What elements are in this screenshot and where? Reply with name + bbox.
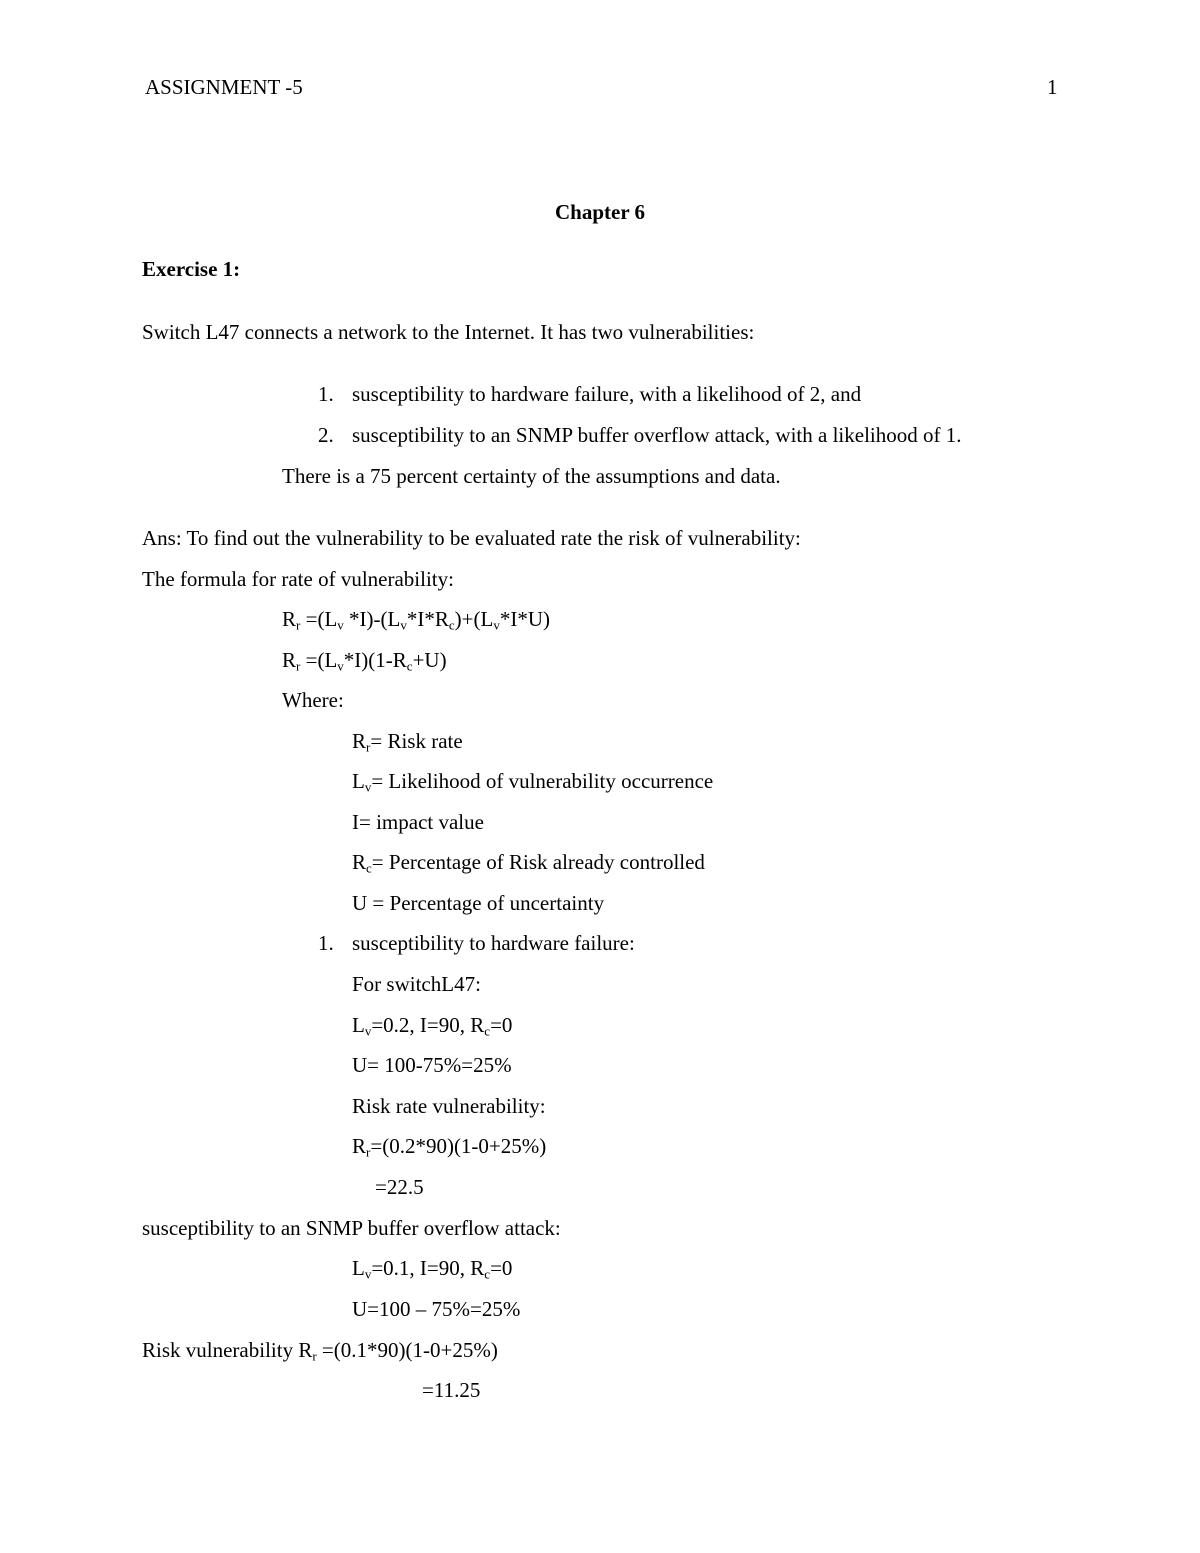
chapter-title: Chapter 6 — [554, 200, 646, 224]
page-number: 1 — [1047, 75, 1058, 99]
problem-list-item: susceptibility to hardware failure, with a likelihood of 2, and — [352, 382, 862, 406]
definition-controlled: $R_c=$ Percentage of Risk already controlled — [352, 850, 705, 876]
case1-for-label: For switchL47: — [352, 972, 481, 996]
definition-impact: I= impact value — [352, 810, 484, 834]
where-label: Where: — [282, 688, 344, 712]
intro-paragraph: Switch L47 connects a network to the Internet. It has two vulnerabilities: — [142, 320, 755, 344]
formula-intro: The formula for rate of vulnerability: — [142, 567, 454, 591]
exercise-heading: Exercise 1: — [142, 257, 241, 281]
definition-uncertainty: U = Percentage of uncertainty — [352, 891, 605, 915]
case1-title: susceptibility to hardware failure: — [352, 931, 635, 955]
case2-result: =11.25 — [422, 1378, 481, 1402]
definition-likelihood: $L_v=$ Likelihood of vulnerability occurrence — [352, 769, 714, 795]
answer-intro: Ans: To find out the vulnerability to be evaluated rate the risk of vulnerability: — [142, 526, 801, 550]
risk-rate-formula: $R_r =(L_v$ $*I)-(L_v*I*R_c)+(L_v*I*U)$ — [282, 607, 550, 633]
case1-number: 1. — [318, 931, 334, 955]
case2-title: susceptibility to an SNMP buffer overflow attack: — [142, 1216, 561, 1240]
problem-list-number: 1. — [318, 382, 334, 406]
case2-calculation: Risk vulnerability $R_r =(0.1*90)(1-0+25\%)$ — [142, 1338, 498, 1364]
case1-calculation: $R_r=(0.2*90)(1-0+25\%)$ — [352, 1134, 547, 1160]
definition-risk-rate: $R_r=$ Risk rate — [352, 729, 463, 755]
case2-values: $L_v=0.1$, I=90, $R_c=0$ — [352, 1256, 513, 1282]
risk-rate-formula-simplified: $R_r =(L_v*I)(1-R_c+U)$ — [282, 648, 447, 674]
certainty-note: There is a 75 percent certainty of the assumptions and data. — [282, 464, 781, 488]
case1-uncertainty: U= 100-75%=25% — [352, 1053, 512, 1077]
running-head: ASSIGNMENT -5 — [145, 75, 303, 99]
case1-result: =22.5 — [375, 1175, 424, 1199]
problem-list-number: 2. — [318, 423, 334, 447]
case2-uncertainty: U=100 – 75%=25% — [352, 1297, 521, 1321]
case1-values: $L_v=0.2$, I=90, $R_c=0$ — [352, 1013, 513, 1039]
problem-list-item: susceptibility to an SNMP buffer overflow attack, with a likelihood of 1. — [352, 423, 962, 447]
case1-risk-label: Risk rate vulnerability: — [352, 1094, 546, 1118]
